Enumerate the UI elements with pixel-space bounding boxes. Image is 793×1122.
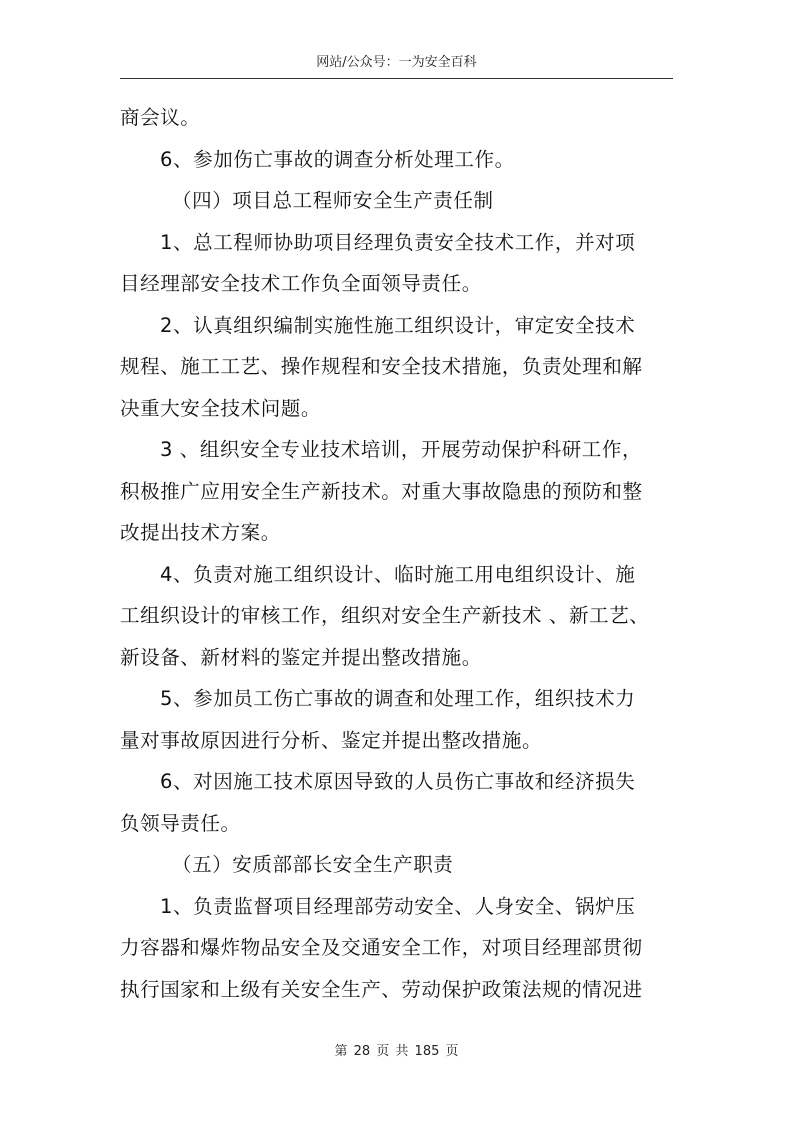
document-body [120,97,680,1010]
text-line: 执行国家和上级有关安全生产、劳动保护政策法规的情况进 [120,977,643,1001]
text-line: 4、负责对施工组织设计、临时施工用电组织设计、施 [160,562,636,586]
text-line: 改提出技术方案。 [120,521,281,544]
text-line: 6、对因施工技术原因导致的人员伤亡事故和经济损失 [160,770,636,793]
text-line: 1、总工程师协助项目经理负责安全技术工作，并对项 [160,230,636,254]
text-line: 积极推广应用安全生产新技术。对重大事故隐患的预防和整 [120,479,643,503]
text-line: 商会议。 [120,106,201,129]
section-heading: （四）项目总工程师安全生产责任制 [172,189,494,212]
text-line: 目经理部安全技术工作负全面领导责任。 [120,272,482,295]
text-line: 量对事故原因进行分析、鉴定并提出整改措施。 [120,728,543,752]
text-line: 5、参加员工伤亡事故的调查和处理工作，组织技术力 [160,687,636,710]
text-line: 规程、施工工艺、操作规程和安全技术措施，负责处理和解 [120,355,643,378]
text-line: 1、负责监督项目经理部劳动安全、人身安全、锅炉压 [160,894,636,918]
text-line: 决重大安全技术问题。 [120,396,322,420]
page-header: 网站/公众号：一为安全百科 [316,55,477,70]
page-number-footer: 第 28 页 共 185 页 [334,1044,459,1059]
text-line: 新设备、新材料的鉴定并提出整改措施。 [120,645,482,669]
text-line: 力容器和爆炸物品安全及交通安全工作，对项目经理部贯彻 [120,936,643,959]
text-line: 工组织设计的审核工作，组织对安全生产新技术 、新工艺、 [120,604,650,627]
section-heading: （五）安质部部长安全生产职责 [172,853,454,876]
text-line: 6、参加伤亡事故的调查分析处理工作。 [160,147,515,171]
header-divider [120,78,673,79]
text-line: 负领导责任。 [120,811,241,835]
text-line: 3 、组织安全专业技术培训，开展劳动保护科研工作， [160,438,643,461]
text-line: 2、认真组织编制实施性施工组织设计，审定安全技术 [160,313,636,337]
